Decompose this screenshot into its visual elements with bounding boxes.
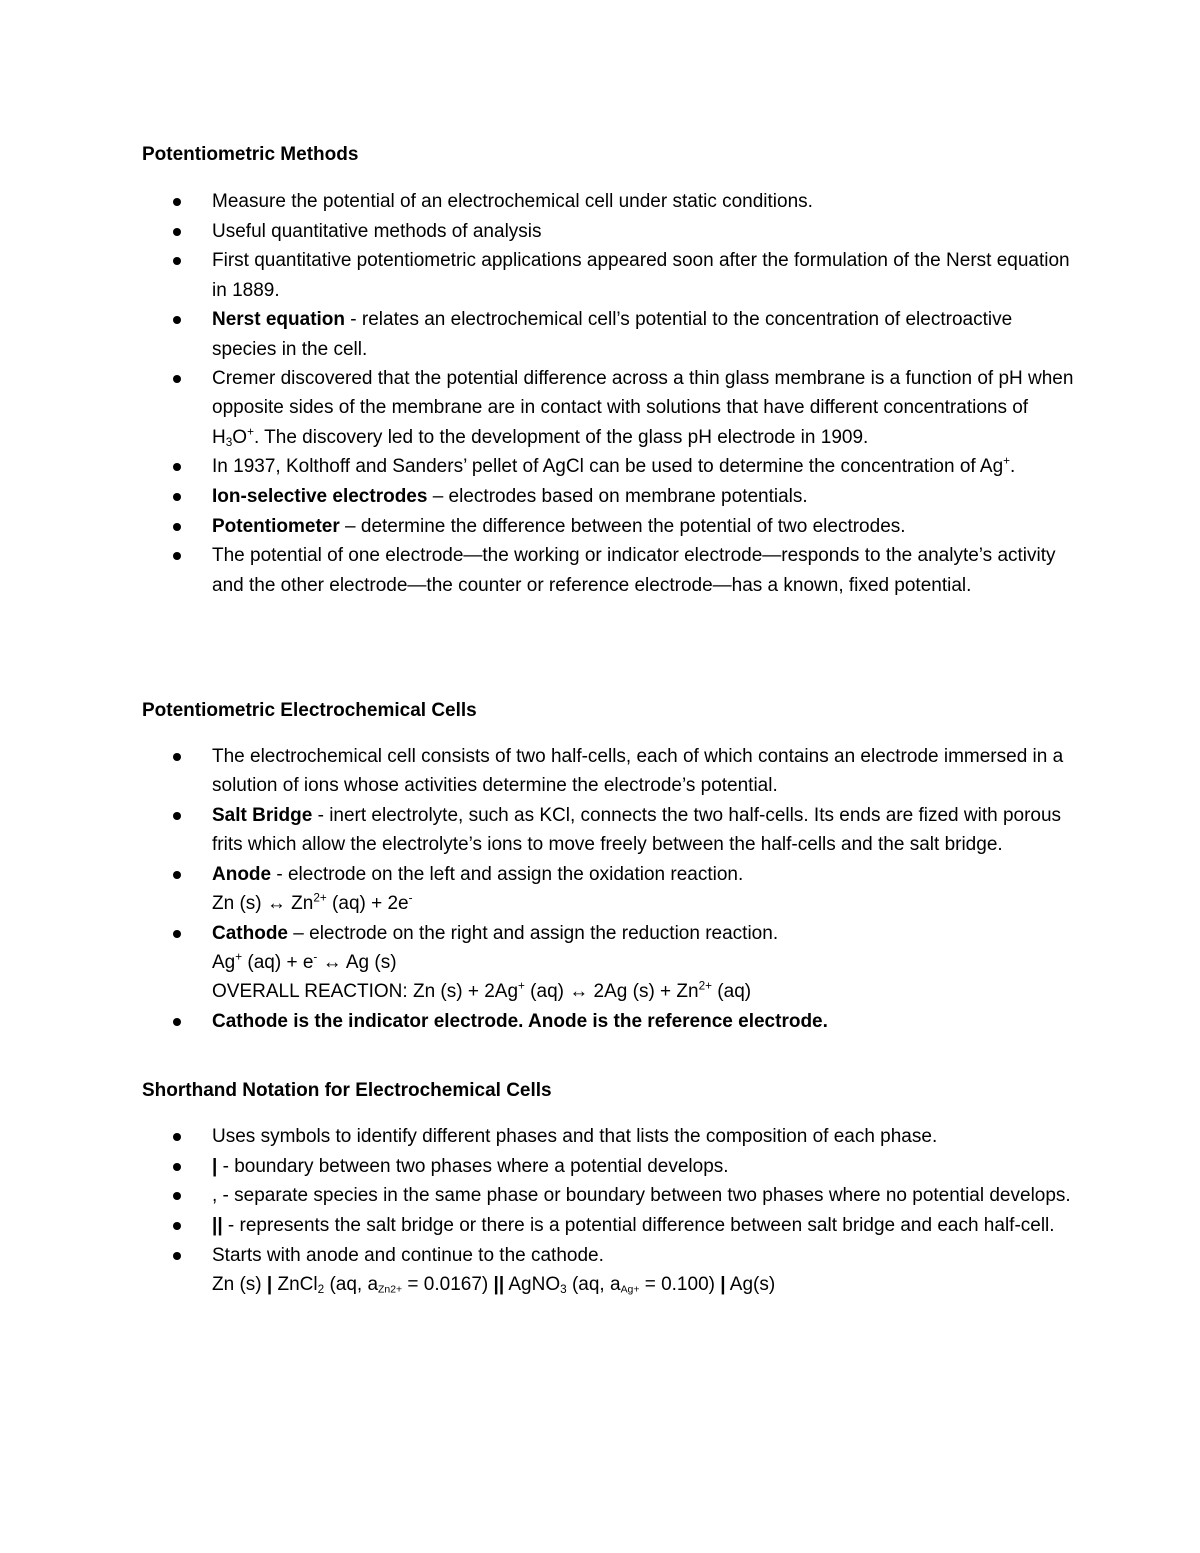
list-item (0, 1152, 1080, 1181)
term-salt-bridge: Salt Bridge (212, 804, 313, 826)
equation-text: (aq) (712, 981, 752, 1003)
bullet-text: Useful quantitative methods of analysis (212, 220, 542, 242)
bullet-text: - relates an electrochemical cell’s potential to the concentration of electroactive species in the cell. (212, 309, 1013, 360)
bullet-text: In 1937, Kolthoff and Sanders’ pellet of AgCl can be used to determine the concentration of Ag (212, 456, 1004, 478)
list-item (0, 1122, 1080, 1151)
list-item (0, 305, 1080, 363)
bullet-icon (173, 198, 181, 206)
bullet-icon (173, 753, 181, 761)
section-title-potentiometric-electrochemical-cells: Potentiometric Electrochemical Cells (142, 700, 477, 721)
notation-bar: | (266, 1274, 273, 1296)
bullet-text: Starts with anode and continue to the cathode. (212, 1244, 604, 1266)
list-item (0, 187, 1080, 216)
cathode-equation (212, 948, 1080, 977)
notation-text: Ag(s) (725, 1274, 776, 1296)
section-title-shorthand-notation: Shorthand Notation for Electrochemical Cells (142, 1080, 552, 1101)
bullet-icon (173, 375, 181, 383)
list-item (0, 541, 1080, 599)
list-item (0, 1241, 1080, 1299)
bullet-icon (173, 228, 181, 236)
list-item (0, 801, 1080, 859)
bullet-text: – electrode on the right and assign the reduction reaction. (288, 922, 779, 944)
list-item (0, 742, 1080, 800)
notation-text: Zn (s) (212, 1274, 267, 1296)
bullet-icon (173, 463, 181, 471)
superscript: + (518, 979, 525, 993)
equation-text: Ag (212, 951, 236, 973)
superscript: 2+ (698, 979, 713, 993)
notation-text: = 0.0167) (402, 1274, 494, 1296)
bullet-icon (173, 812, 181, 820)
list-item (0, 512, 1080, 541)
bullet-icon (173, 1192, 181, 1200)
bullet-icon (173, 552, 181, 560)
list-item (0, 919, 1080, 1007)
list-item (0, 482, 1080, 511)
bullet-text-bold: Cathode is the indicator electrode. Anode is the reference electrode. (212, 1010, 828, 1032)
notation-text: AgNO (504, 1274, 561, 1296)
term-nerst-equation: Nerst equation (212, 309, 346, 331)
bullet-icon (173, 493, 181, 501)
bullet-text: . The discovery led to the development of the glass pH electrode in 1909. (253, 426, 869, 448)
notation-bar: | (720, 1274, 726, 1296)
equation-text: OVERALL REACTION: Zn (s) + 2Ag (212, 981, 519, 1003)
bullet-text: Measure the potential of an electrochemical cell under static conditions. (212, 191, 813, 212)
list-item (0, 364, 1080, 452)
bullet-text: First quantitative potentiometric applications appeared soon after the formulation of the Nerst equation in 1889. (212, 250, 1070, 301)
bullet-text: – electrodes based on membrane potentials. (427, 486, 808, 508)
bullet-text: - represents the salt bridge or there is a potential difference between salt bridge and each half-cell. (222, 1215, 1055, 1237)
subscript: Ag+ (620, 1284, 640, 1296)
section-title-potentiometric-methods: Potentiometric Methods (142, 144, 359, 165)
bullet-icon (173, 523, 181, 531)
equation-text: (aq) + e (242, 951, 314, 973)
bullet-text: The electrochemical cell consists of two half-cells, each of which contains an electrode immersed in a solution of ions whose activities determine the electrode’s potential. (212, 746, 1064, 797)
bullet-text: O (232, 426, 248, 448)
bullet-text: - electrode on the left and assign the oxidation reaction. (271, 863, 744, 885)
bullet-text: , - separate species in the same phase or boundary between two phases where no potential develops. (212, 1185, 1071, 1207)
bullet-icon (173, 871, 181, 879)
notation-text: (aq, a (566, 1274, 621, 1296)
notation-text: ZnCl (272, 1274, 318, 1296)
cell-notation-example (212, 1270, 1080, 1299)
equation-text: (aq) ↔ 2Ag (s) + Zn (524, 981, 699, 1003)
bullet-text: – determine the difference between the potential of two electrodes. (339, 515, 906, 537)
term-potentiometer: Potentiometer (212, 515, 340, 537)
subscript: Zn2+ (378, 1284, 403, 1296)
superscript: + (235, 950, 243, 964)
bullet-list-shorthand-notation (0, 1122, 1080, 1300)
bullet-text: The potential of one electrode—the working or indicator electrode—responds to the analyte’s activity and the other electrode—the counter or reference electrode—has a known, fixed potential. (212, 545, 1056, 596)
list-item (0, 246, 1080, 304)
notation-text: (aq, a (324, 1274, 379, 1296)
bullet-text: - boundary between two phases where a potential develops. (217, 1155, 729, 1177)
bullet-icon (173, 1252, 181, 1260)
superscript: - (313, 950, 318, 964)
anode-equation (212, 889, 1080, 918)
subscript: 2 (317, 1282, 325, 1296)
bullet-icon (173, 1163, 181, 1171)
bullet-text: . (1010, 456, 1016, 478)
bullet-text: - inert electrolyte, such as KCl, connects the two half-cells. Its ends are fized with porous frits which allow the electrolyte’s ions to move freely between the half-cells and the salt bridge. (212, 804, 1062, 856)
term-ion-selective-electrodes: Ion-selective electrodes (212, 486, 428, 508)
subscript: 3 (560, 1282, 567, 1296)
bullet-text: Cremer discovered that the potential difference across a thin glass membrane is a function of pH when opposite sides of the membrane are in contact with solutions that have different concentrations of H (212, 368, 1074, 448)
equation-text: (aq) + 2e (326, 893, 409, 915)
list-item (0, 1211, 1080, 1240)
bullet-icon (173, 316, 181, 324)
overall-reaction (212, 977, 1080, 1006)
subscript: 3 (225, 435, 233, 449)
bullet-list-potentiometric-methods (0, 187, 1080, 600)
superscript: + (1003, 455, 1011, 469)
term-anode: Anode (212, 863, 272, 885)
bullet-icon (173, 1133, 181, 1141)
list-item (0, 860, 1080, 918)
equation-text: ↔ Ag (s) (317, 951, 397, 973)
equation-text: Zn (s) ↔ Zn (212, 893, 314, 915)
list-item (0, 1181, 1080, 1210)
term-cathode: Cathode (212, 922, 288, 944)
bullet-text: Uses symbols to identify different phases and that lists the composition of each phase. (212, 1126, 938, 1147)
list-item (0, 217, 1080, 246)
notation-bar: || (493, 1274, 505, 1296)
symbol-double-bar: || (212, 1215, 223, 1237)
list-item (0, 452, 1080, 481)
bullet-icon (173, 1018, 181, 1026)
bullet-icon (173, 257, 181, 265)
superscript: - (408, 891, 413, 905)
list-item (0, 1007, 1080, 1036)
bullet-icon (173, 930, 181, 938)
bullet-list-electrochemical-cells (0, 742, 1080, 1037)
superscript: 2+ (313, 891, 327, 905)
bullet-icon (173, 1222, 181, 1230)
superscript: + (247, 425, 254, 439)
notation-text: = 0.100) (639, 1274, 721, 1296)
symbol-single-bar: | (212, 1155, 218, 1177)
